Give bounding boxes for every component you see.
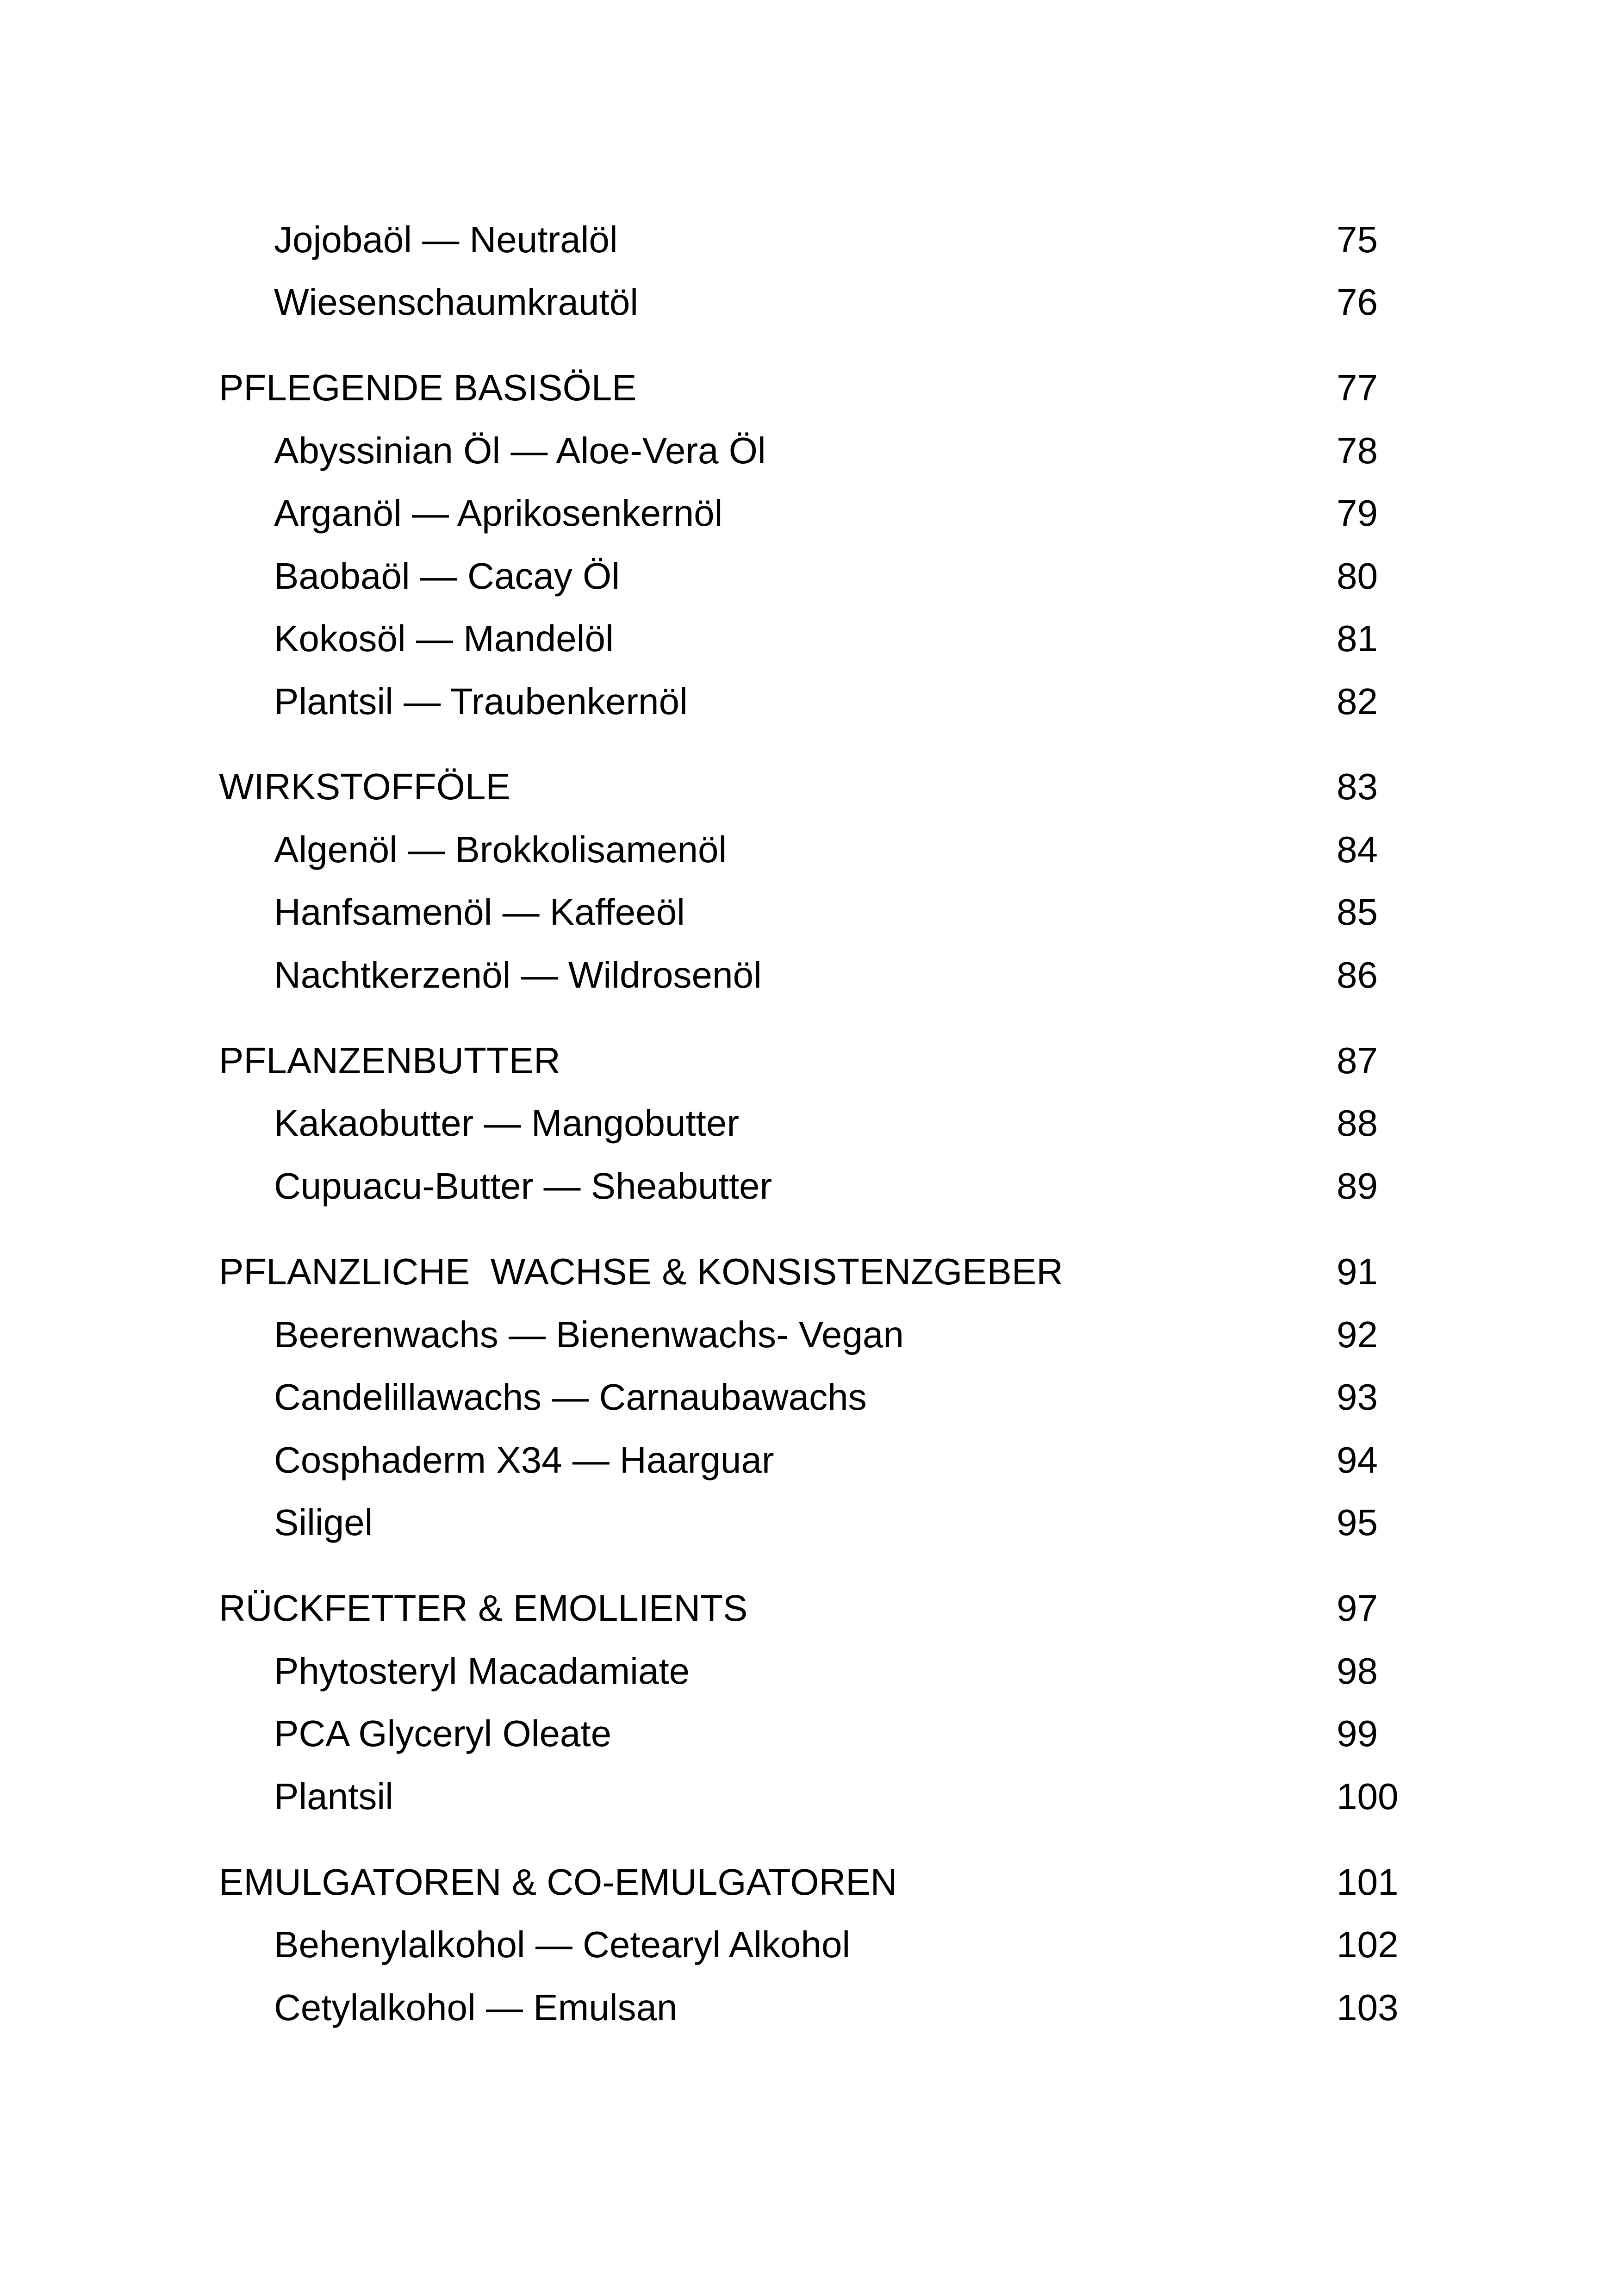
toc-entry bbox=[0, 1497, 1618, 1548]
toc-entry bbox=[0, 1435, 1618, 1486]
toc-entry bbox=[0, 1372, 1618, 1423]
toc-page-number: 79 bbox=[1337, 492, 1378, 534]
toc-page-number: 97 bbox=[1337, 1587, 1378, 1629]
toc-section-heading bbox=[0, 1246, 1618, 1297]
toc-section-heading bbox=[0, 362, 1618, 413]
toc-entry-title: Plantsil bbox=[274, 1776, 393, 1817]
toc-page-number: 76 bbox=[1337, 281, 1378, 323]
toc-entry bbox=[0, 887, 1618, 938]
toc-entry bbox=[0, 1708, 1618, 1759]
toc-page-number: 99 bbox=[1337, 1713, 1378, 1754]
toc-entry-title: Algenöl — Brokkolisamenöl bbox=[274, 829, 727, 870]
toc-entry-title: Wiesenschaumkrautöl bbox=[274, 281, 638, 323]
toc-entry-title: Phytosteryl Macadamiate bbox=[274, 1650, 690, 1692]
toc-page-number: 86 bbox=[1337, 954, 1378, 996]
toc-page-number: 95 bbox=[1337, 1502, 1378, 1543]
toc-entry bbox=[0, 214, 1618, 265]
toc-entry bbox=[0, 425, 1618, 476]
toc-entry bbox=[0, 613, 1618, 664]
toc-entry-title: Candelillawachs — Carnaubawachs bbox=[274, 1376, 867, 1418]
toc-page-number: 84 bbox=[1337, 829, 1378, 870]
toc-page-number: 78 bbox=[1337, 430, 1378, 471]
toc-page-number: 101 bbox=[1337, 1861, 1399, 1903]
toc-section-heading bbox=[0, 1857, 1618, 1908]
toc-entry bbox=[0, 1309, 1618, 1360]
toc-heading-title: EMULGATOREN & CO-EMULGATOREN bbox=[219, 1861, 897, 1903]
toc-entry-title: Nachtkerzenöl — Wildrosenöl bbox=[274, 954, 762, 996]
toc-entry bbox=[0, 1098, 1618, 1149]
toc-entry bbox=[0, 551, 1618, 602]
toc-entry bbox=[0, 1982, 1618, 2033]
toc-entry-title: Kakaobutter — Mangobutter bbox=[274, 1102, 740, 1144]
toc-page-number: 102 bbox=[1337, 1924, 1399, 1965]
toc-heading-title: PFLEGENDE BASISÖLE bbox=[219, 367, 637, 408]
toc-page-number: 77 bbox=[1337, 367, 1378, 408]
toc-entry-title: Behenylalkohol — Cetearyl Alkohol bbox=[274, 1924, 851, 1965]
toc-page-number: 88 bbox=[1337, 1102, 1378, 1144]
toc-page-number: 93 bbox=[1337, 1376, 1378, 1418]
toc-page-number: 89 bbox=[1337, 1165, 1378, 1207]
toc-page-number: 92 bbox=[1337, 1314, 1378, 1355]
toc-entry-title: Abyssinian Öl — Aloe-Vera Öl bbox=[274, 430, 766, 471]
toc-heading-title: RÜCKFETTER & EMOLLIENTS bbox=[219, 1587, 748, 1629]
toc-entry-title: Plantsil — Traubenkernöl bbox=[274, 681, 688, 722]
toc-entry-title: Baobaöl — Cacay Öl bbox=[274, 555, 620, 597]
toc-page-number: 75 bbox=[1337, 219, 1378, 260]
toc-page-number: 100 bbox=[1337, 1776, 1399, 1817]
toc-page-number: 98 bbox=[1337, 1650, 1378, 1692]
toc-heading-title: PFLANZENBUTTER bbox=[219, 1040, 560, 1081]
toc-entry-title: PCA Glyceryl Oleate bbox=[274, 1713, 612, 1754]
toc-page-number: 80 bbox=[1337, 555, 1378, 597]
toc-entry bbox=[0, 1161, 1618, 1212]
toc-entry-title: Arganöl — Aprikosenkernöl bbox=[274, 492, 723, 534]
toc-entry bbox=[0, 488, 1618, 539]
toc-page-number: 82 bbox=[1337, 681, 1378, 722]
toc-entry-title: Cosphaderm X34 — Haarguar bbox=[274, 1439, 774, 1481]
toc-entry bbox=[0, 950, 1618, 1001]
toc-page-number: 85 bbox=[1337, 891, 1378, 933]
toc-entry-title: Cupuacu-Butter — Sheabutter bbox=[274, 1165, 772, 1207]
toc-page-number: 94 bbox=[1337, 1439, 1378, 1481]
toc-entry-title: Kokosöl — Mandelöl bbox=[274, 618, 614, 659]
toc-entry bbox=[0, 1919, 1618, 1970]
toc-section-heading bbox=[0, 761, 1618, 812]
toc-section-heading bbox=[0, 1583, 1618, 1634]
toc-entry bbox=[0, 1771, 1618, 1822]
toc-entry-title: Jojobaöl — Neutralöl bbox=[274, 219, 618, 260]
toc-page-number: 83 bbox=[1337, 766, 1378, 807]
toc-entry-title: Beerenwachs — Bienenwachs- Vegan bbox=[274, 1314, 904, 1355]
toc-entry-title: Siligel bbox=[274, 1502, 373, 1543]
toc-entry-title: Hanfsamenöl — Kaffeeöl bbox=[274, 891, 685, 933]
toc-entry-title: Cetylalkohol — Emulsan bbox=[274, 1987, 678, 2028]
toc-section-heading bbox=[0, 1035, 1618, 1086]
toc-page-number: 103 bbox=[1337, 1987, 1399, 2028]
toc-entry bbox=[0, 676, 1618, 727]
toc-entry bbox=[0, 1646, 1618, 1697]
toc-page-number: 87 bbox=[1337, 1040, 1378, 1081]
toc-entry bbox=[0, 277, 1618, 328]
toc-heading-title: PFLANZLICHE WACHSE & KONSISTENZGEBER bbox=[219, 1251, 1064, 1292]
toc-heading-title: WIRKSTOFFÖLE bbox=[219, 766, 510, 807]
toc-entry bbox=[0, 824, 1618, 875]
toc-page-number: 81 bbox=[1337, 618, 1378, 659]
toc-page-number: 91 bbox=[1337, 1251, 1378, 1292]
